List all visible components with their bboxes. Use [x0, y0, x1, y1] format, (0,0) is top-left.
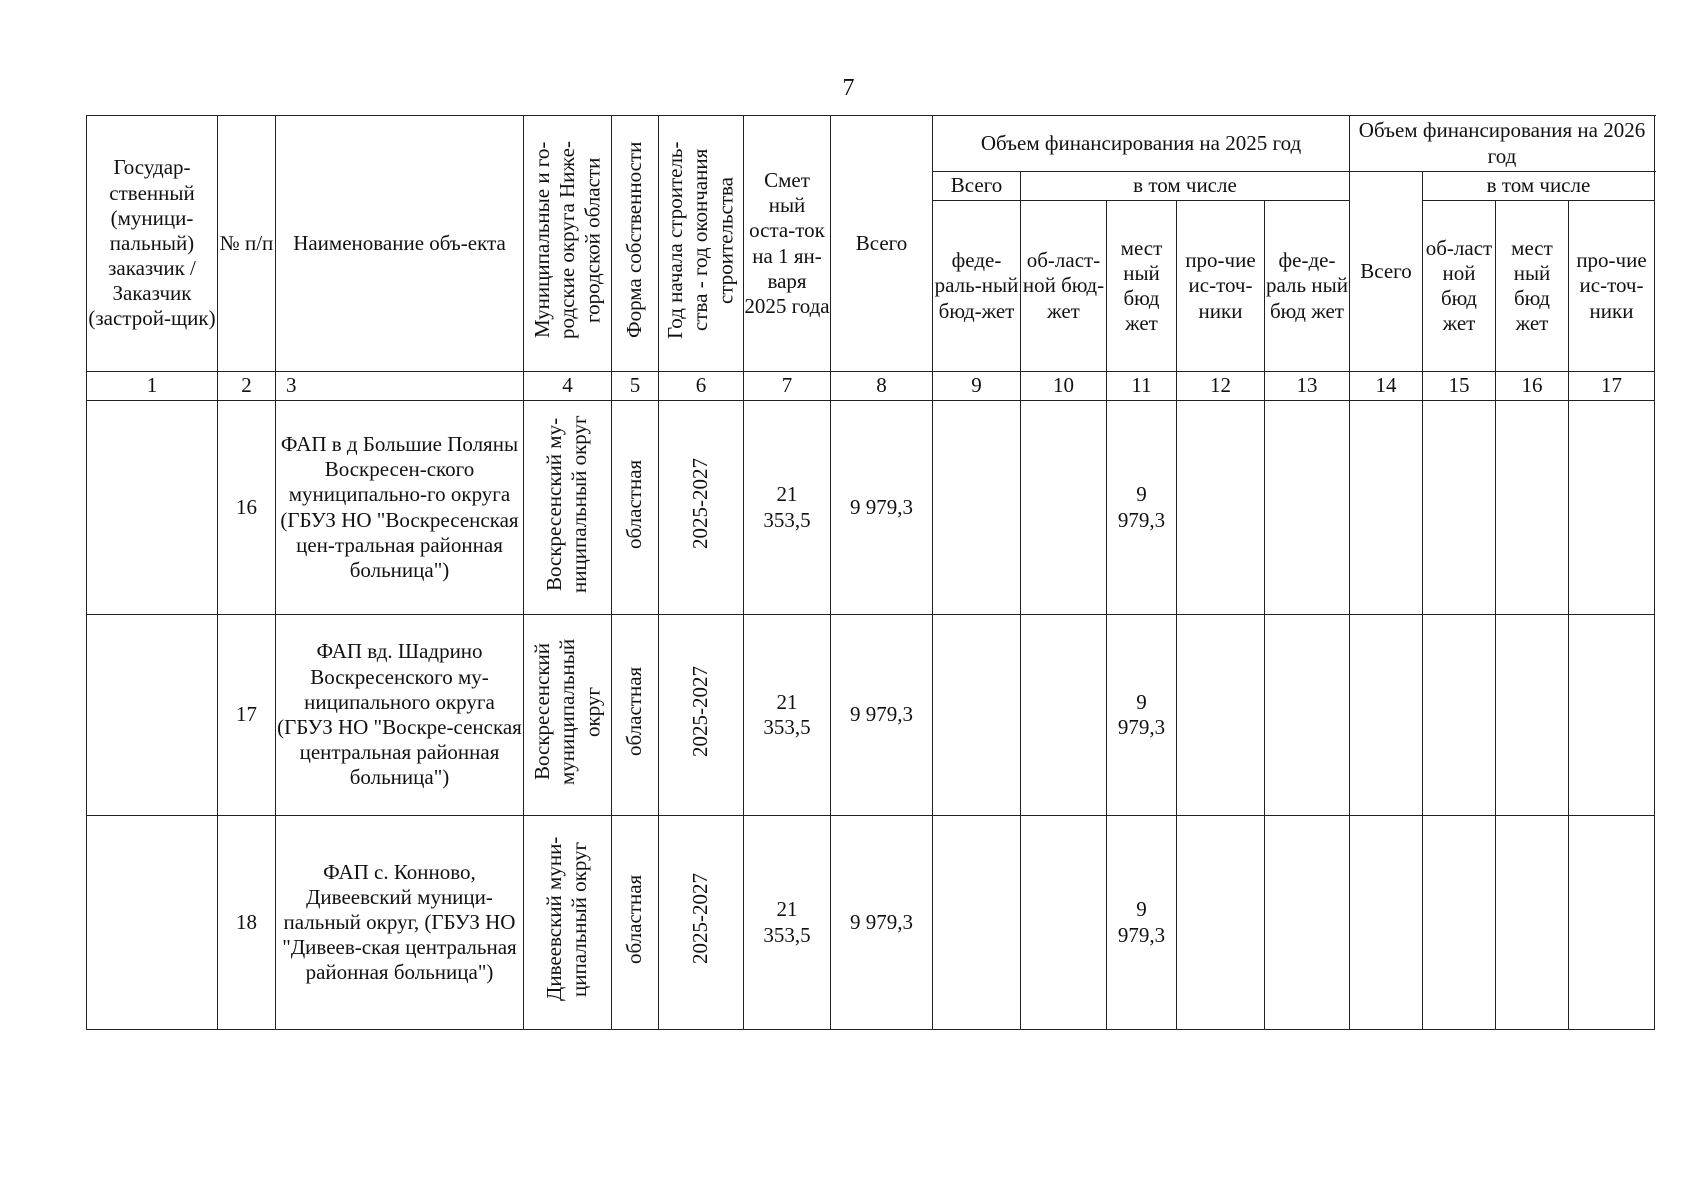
header-years: Год начала строитель-ства - год окончания строительства — [659, 116, 744, 372]
cell-local-2025 — [1177, 816, 1265, 1030]
financing-table — [86, 115, 1655, 1030]
cell-object-name: ФАП в д Большие Поляны Воскресен-ского муниципально-го округа (ГБУЗ НО "Воскресенская цен-тральная районная больница") — [276, 401, 524, 615]
cell-total-2025 — [933, 401, 1021, 615]
cell-other-2025 — [1265, 401, 1350, 615]
cell-total-2025 — [933, 615, 1021, 816]
cell-years: 2025-2027 — [659, 401, 744, 615]
cell-federal-2026 — [1423, 615, 1496, 816]
header-object-name: Наименование объ-екта — [276, 116, 524, 372]
header-federal-2025: феде-раль-ный бюд-жет — [933, 201, 1021, 372]
cell-local-2025 — [1177, 615, 1265, 816]
column-number: 1 — [87, 372, 218, 401]
cell-regional-2026 — [1496, 615, 1569, 816]
header-regional-2026: об-ласт ной бюд жет — [1423, 201, 1496, 372]
column-number: 15 — [1423, 372, 1496, 401]
cell-total-2026 — [1350, 401, 1423, 615]
cell-municipality: Воскресенский муниципальный округ — [524, 615, 612, 816]
column-number: 8 — [831, 372, 933, 401]
cell-federal-2026 — [1423, 816, 1496, 1030]
cell-regional-2026 — [1496, 401, 1569, 615]
cell-municipality: Дивеевский муни-ципальный округ — [524, 816, 612, 1030]
cell-total: 9 979,3 — [831, 816, 933, 1030]
header-other-2026: про-чие ис-точ-ники — [1569, 201, 1655, 372]
cell-other-2025 — [1265, 615, 1350, 816]
column-number: 17 — [1569, 372, 1655, 401]
column-number: 14 — [1350, 372, 1423, 401]
header-including-2025: в том числе — [1021, 172, 1350, 201]
cell-local-2026 — [1569, 615, 1655, 816]
header-funding-2026: Объем финансирования на 2026 год — [1350, 116, 1655, 172]
header-number: № п/п — [218, 116, 276, 372]
header-total-2025: Всего — [933, 172, 1021, 201]
cell-years: 2025-2027 — [659, 615, 744, 816]
header-funding-2025: Объем финансирования на 2025 год — [933, 116, 1350, 172]
cell-estimated-balance: 21 353,5 — [744, 816, 831, 1030]
column-number: 9 — [933, 372, 1021, 401]
cell-ownership: областная — [612, 816, 659, 1030]
cell-federal-2025 — [1021, 615, 1107, 816]
cell-total: 9 979,3 — [831, 615, 933, 816]
cell-total-2026 — [1350, 816, 1423, 1030]
header-local-2025: мест ный бюд жет — [1107, 201, 1177, 372]
header-total: Всего — [831, 116, 933, 372]
header-regional-2025: об-ласт-ной бюд-жет — [1021, 201, 1107, 372]
header-customer: Государ-ственный (муници-пальный) заказчик / Заказчик (застрой-щик) — [87, 116, 218, 372]
cell-regional-2026 — [1496, 816, 1569, 1030]
column-number: 2 — [218, 372, 276, 401]
cell-local-2025 — [1177, 401, 1265, 615]
cell-total-2025 — [933, 816, 1021, 1030]
page-number: 7 — [842, 75, 855, 101]
header-municipality: Муниципальные и го-родские округа Ниже-городской области — [524, 116, 612, 372]
header-federal-2026: фе-де-раль ный бюд жет — [1265, 201, 1350, 372]
cell-municipality: Воскресенский му-ниципальный округ — [524, 401, 612, 615]
cell-other-2025 — [1265, 816, 1350, 1030]
cell-ownership: областная — [612, 401, 659, 615]
cell-customer — [87, 401, 218, 615]
column-number: 13 — [1265, 372, 1350, 401]
cell-regional-2025: 9 979,3 — [1107, 401, 1177, 615]
cell-customer — [87, 615, 218, 816]
column-number: 4 — [524, 372, 612, 401]
cell-number: 16 — [218, 401, 276, 615]
header-estimated-balance: Смет ный оста-ток на 1 ян-варя 2025 года — [744, 116, 831, 372]
table-row — [87, 816, 1655, 1030]
cell-estimated-balance: 21 353,5 — [744, 401, 831, 615]
table-row — [87, 615, 1655, 816]
column-number: 7 — [744, 372, 831, 401]
cell-regional-2025: 9 979,3 — [1107, 816, 1177, 1030]
table-row — [87, 401, 1655, 615]
cell-federal-2025 — [1021, 816, 1107, 1030]
cell-federal-2026 — [1423, 401, 1496, 615]
header-including-2026: в том числе — [1423, 172, 1655, 201]
header-total-2026: Всего — [1350, 172, 1423, 372]
cell-number: 17 — [218, 615, 276, 816]
column-number: 6 — [659, 372, 744, 401]
column-number: 5 — [612, 372, 659, 401]
column-number: 12 — [1177, 372, 1265, 401]
cell-estimated-balance: 21 353,5 — [744, 615, 831, 816]
header-ownership: Форма собственности — [612, 116, 659, 372]
cell-local-2026 — [1569, 816, 1655, 1030]
cell-number: 18 — [218, 816, 276, 1030]
cell-customer — [87, 816, 218, 1030]
column-number-row — [87, 372, 1655, 401]
column-number: 3 — [276, 372, 524, 401]
cell-total-2026 — [1350, 615, 1423, 816]
cell-federal-2025 — [1021, 401, 1107, 615]
column-number: 11 — [1107, 372, 1177, 401]
cell-total: 9 979,3 — [831, 401, 933, 615]
cell-object-name: ФАП с. Конново, Дивеевский муници-пальный округ, (ГБУЗ НО "Дивеев-ская центральная районная больница") — [276, 816, 524, 1030]
cell-ownership: областная — [612, 615, 659, 816]
cell-years: 2025-2027 — [659, 816, 744, 1030]
header-local-2026: мест ный бюд жет — [1496, 201, 1569, 372]
header-other-2025: про-чие ис-точ-ники — [1177, 201, 1265, 372]
column-number: 16 — [1496, 372, 1569, 401]
cell-local-2026 — [1569, 401, 1655, 615]
cell-object-name: ФАП вд. Шадрино Воскресенского му-ниципального округа (ГБУЗ НО "Воскре-сенская центральная районная больница") — [276, 615, 524, 816]
cell-regional-2025: 9 979,3 — [1107, 615, 1177, 816]
column-number: 10 — [1021, 372, 1107, 401]
